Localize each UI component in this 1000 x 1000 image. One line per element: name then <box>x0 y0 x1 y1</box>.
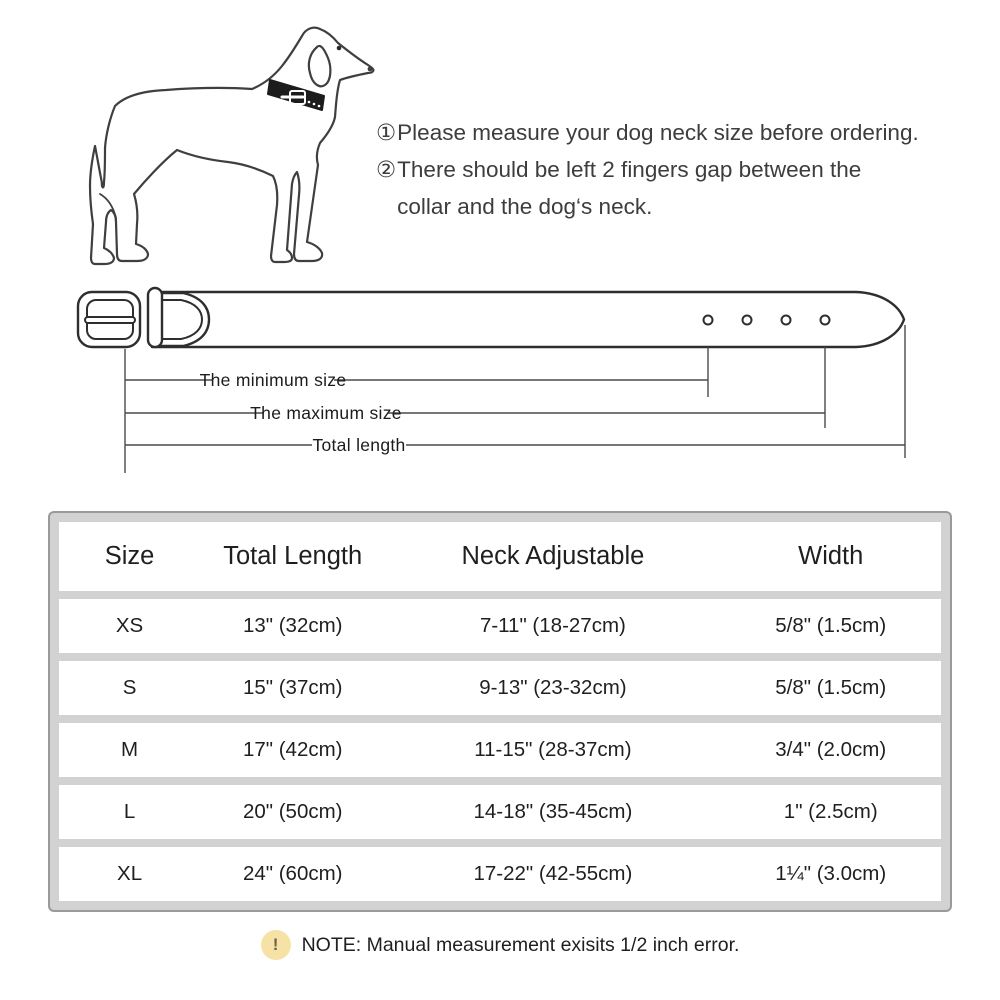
instruction-item-1 <box>376 114 966 151</box>
header-total-length: Total Length <box>223 542 363 570</box>
dog-collar-stud <box>318 105 321 108</box>
warning-icon: ! <box>261 930 291 960</box>
cell-width: 5/8" (1.5cm) <box>775 676 887 699</box>
cell-neck-adjustable: 9-13" (23-32cm) <box>479 676 627 699</box>
dog-eye <box>337 46 342 51</box>
measuring-instructions <box>376 114 966 225</box>
header-width: Width <box>798 542 864 570</box>
collar-keeper-loop <box>148 288 162 347</box>
cell-width: 3/4" (2.0cm) <box>775 738 887 761</box>
collar-buckle-prong <box>85 317 135 323</box>
cell-size: S <box>122 676 137 699</box>
header-size: Size <box>104 542 155 570</box>
instruction-text-2 <box>397 151 861 225</box>
table-header-row <box>59 522 941 591</box>
cell-neck-adjustable: 14-18" (35-45cm) <box>473 800 633 823</box>
cell-neck-adjustable: 7-11" (18-27cm) <box>479 614 626 637</box>
collar-d-ring-inner <box>158 300 202 339</box>
cell-size: L <box>123 800 136 823</box>
circled-number-2: ② <box>376 157 397 182</box>
table-row-xl <box>59 847 941 901</box>
table-row-m <box>59 723 941 777</box>
header-neck-adjustable: Neck Adjustable <box>461 542 645 570</box>
total-length-label: Total length <box>312 435 406 455</box>
collar-hole <box>704 316 713 325</box>
cell-width: 5/8" (1.5cm) <box>775 614 887 637</box>
cell-total-length: 20" (50cm) <box>242 800 343 823</box>
cell-size: XS <box>115 614 144 637</box>
cell-size: XL <box>117 862 143 885</box>
table-row-l <box>59 785 941 839</box>
cell-neck-adjustable: 11-15" (28-37cm) <box>474 738 632 761</box>
cell-total-length: 24" (60cm) <box>242 862 343 885</box>
cell-width: 1" (2.5cm) <box>783 800 878 823</box>
cell-total-length: 15" (37cm) <box>242 676 343 699</box>
cell-total-length: 13" (32cm) <box>242 614 343 637</box>
cell-size: M <box>121 738 139 761</box>
note-row <box>0 930 1000 960</box>
dog-illustration <box>70 10 400 275</box>
max-size-label: The maximum size <box>250 403 402 423</box>
table-row-s <box>59 661 941 715</box>
cell-width: 1¼" (3.0cm) <box>775 862 887 885</box>
collar-diagram-svg <box>0 280 1000 480</box>
instruction-text-1: Please measure your dog neck size before ordering. <box>397 120 919 145</box>
collar-measurement-diagram <box>0 280 1000 480</box>
cell-neck-adjustable: 17-22" (42-55cm) <box>473 862 633 885</box>
dog-line-art <box>70 10 400 275</box>
dog-nose <box>368 67 373 72</box>
dog-collar-stud <box>308 101 311 104</box>
dog-collar-stud <box>313 103 316 106</box>
instruction-text-2-line2: collar and the dog‘s neck. <box>397 194 653 219</box>
instruction-text-2-line1: There should be left 2 fingers gap between the <box>397 157 862 182</box>
min-size-label: The minimum size <box>199 370 347 390</box>
circled-number-1: ① <box>376 120 397 145</box>
dog-body-outline <box>90 28 373 264</box>
note-text: NOTE: Manual measurement exisits 1/2 inch error. <box>301 933 740 956</box>
cell-total-length: 17" (42cm) <box>242 738 343 761</box>
collar-hole <box>782 316 791 325</box>
table-row-xs <box>59 599 941 653</box>
collar-hole <box>743 316 752 325</box>
collar-hole <box>821 316 830 325</box>
size-table <box>48 511 952 912</box>
instruction-item-2 <box>376 151 966 225</box>
